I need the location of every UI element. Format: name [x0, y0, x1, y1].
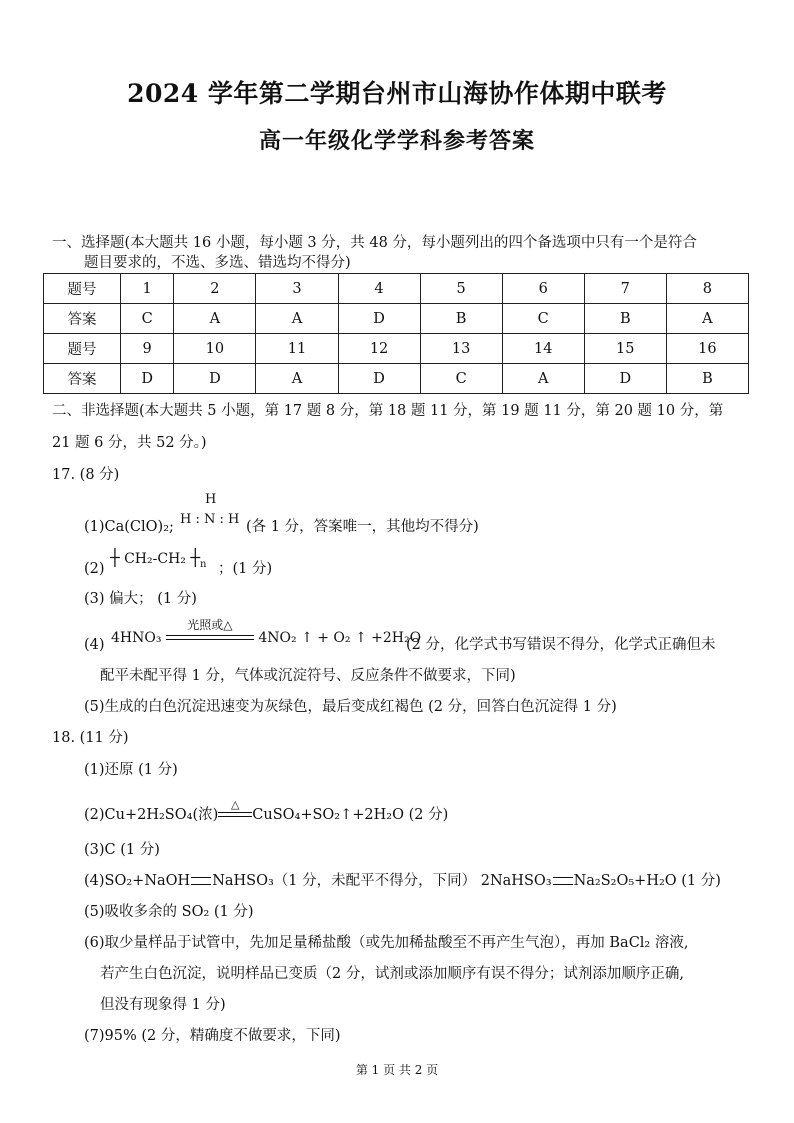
table-cell: C — [502, 304, 584, 334]
equation-left: 4HNO₃ — [111, 630, 162, 646]
table-cell: 14 — [502, 334, 584, 364]
heating-condition: △ — [231, 798, 240, 811]
polymer-unit: CH₂-CH₂ — [124, 551, 186, 567]
table-cell: 15 — [584, 334, 666, 364]
q18-part6-line2: 若产生白色沉淀，说明样品已变质（2 分，试剂或添加顺序有误不得分；试剂添加顺序正确, — [100, 966, 684, 982]
equals-icon — [191, 877, 211, 885]
q17-part2-note: ；(1 分) — [218, 561, 273, 577]
table-row — [44, 334, 749, 364]
q18-part2 — [84, 798, 449, 824]
q17-part3: (3) 偏大； (1 分) — [84, 591, 197, 607]
table-cell: B — [420, 304, 502, 334]
section2-intro-line1: 二、非选择题(本大题共 5 小题，第 17 题 8 分，第 18 题 11 分，第 19 题 11 分，第 20 题 10 分，第 — [52, 403, 724, 419]
table-cell: B — [584, 304, 666, 334]
table-cell: 11 — [256, 334, 338, 364]
table-cell: A — [174, 304, 256, 334]
page-subtitle: 高一年级化学学科参考答案 — [258, 128, 535, 154]
reaction-condition: 光照或△ — [187, 618, 233, 632]
table-cell: 1 — [121, 274, 174, 304]
q18-heading: 18. (11 分) — [52, 730, 129, 746]
q18-part1: (1)还原 (1 分) — [84, 762, 178, 778]
table-cell: D — [174, 364, 256, 394]
q17-part1-note: (各 1 分，答案唯一，其他均不得分) — [246, 519, 479, 535]
equation-right: 4NO₂ ↑ + O₂ ↑ +2H₂O — [258, 630, 422, 646]
table-cell: 9 — [121, 334, 174, 364]
q17-part4-note2: 配平未配平得 1 分，气体或沉淀符号、反应条件不做要求，下同) — [100, 668, 516, 684]
q17-part4-prefix: (4) — [84, 637, 105, 653]
table-cell: 7 — [584, 274, 666, 304]
q18-part7: (7)95% (2 分，精确度不做要求，下同) — [84, 1028, 341, 1044]
table-cell: A — [502, 364, 584, 394]
section1-intro-line2: 题目要求的，不选、多选、错选均不得分) — [84, 255, 351, 271]
q18-part2-left: (2)Cu+2H₂SO₄(浓) — [84, 807, 219, 823]
table-cell: 13 — [420, 334, 502, 364]
table-row — [44, 364, 749, 394]
q17-part5: (5)生成的白色沉淀迅速变为灰绿色，最后变成红褐色 (2 分，回答白色沉淀得 1 分) — [84, 699, 617, 715]
table-cell: 8 — [666, 274, 748, 304]
q18-part4-b: NaHSO₃（1 分，未配平不得分，下同） 2NaHSO₃ — [212, 873, 552, 889]
q17-part2-prefix: (2) — [84, 561, 105, 577]
q18-part6-line3: 但没有现象得 1 分) — [100, 997, 226, 1013]
q18-part4-c: Na₂S₂O₅+H₂O (1 分) — [573, 873, 721, 889]
table-cell: 10 — [174, 334, 256, 364]
page-title: 2024 学年第二学期台州市山海协作体期中联考 — [127, 79, 667, 108]
table-cell: D — [584, 364, 666, 394]
heating-arrow-icon — [218, 798, 252, 820]
table-cell: 2 — [174, 274, 256, 304]
table-row — [44, 304, 749, 334]
table-cell: A — [256, 364, 338, 394]
table-cell: 16 — [666, 334, 748, 364]
table-cell: C — [420, 364, 502, 394]
table-cell: A — [666, 304, 748, 334]
bracket-right-icon: ┼ — [190, 548, 200, 567]
table-cell: 5 — [420, 274, 502, 304]
reaction-arrow-icon — [166, 618, 254, 643]
page-footer: 第 1 页 共 2 页 — [355, 1063, 439, 1077]
table-cell: 12 — [338, 334, 420, 364]
q18-part4 — [84, 872, 721, 890]
polyethylene-formula — [110, 548, 206, 570]
table-cell: B — [666, 364, 748, 394]
nitric-acid-equation — [111, 618, 422, 646]
table-cell: D — [121, 364, 174, 394]
bracket-left-icon: ┼ — [110, 548, 120, 567]
table-cell-label: 题号 — [44, 274, 121, 304]
ammonia-struct-top: H — [205, 492, 217, 507]
table-cell-label: 题号 — [44, 334, 121, 364]
section1-intro-line1: 一、选择题(本大题共 16 小题，每小题 3 分，共 48 分，每小题列出的四个备选项中只有一个是符合 — [52, 235, 697, 251]
q18-part2-right: CuSO₄+SO₂↑+2H₂O (2 分) — [252, 807, 449, 823]
equals-icon — [553, 877, 573, 885]
q18-part3: (3)C (1 分) — [84, 842, 160, 858]
q18-part6-line1: (6)取少量样品于试管中，先加足量稀盐酸（或先加稀盐酸至不再产生气泡），再加 BaCl₂ 溶液, — [84, 935, 689, 951]
table-cell: C — [121, 304, 174, 334]
q18-part5: (5)吸收多余的 SO₂ (1 分) — [84, 904, 254, 920]
table-cell-label: 答案 — [44, 304, 121, 334]
q17-part4-note: (2 分，化学式书写错误不得分，化学式正确但未 — [406, 637, 716, 653]
table-cell: D — [338, 364, 420, 394]
q18-part4-a: (4)SO₂+NaOH — [84, 873, 191, 889]
q17-part1-prefix: (1)Ca(ClO)₂; — [84, 519, 174, 535]
ammonia-struct-mid: H : N : H — [180, 512, 240, 527]
table-cell: 3 — [256, 274, 338, 304]
table-cell: 6 — [502, 274, 584, 304]
table-cell: D — [338, 304, 420, 334]
polymer-n: n — [199, 558, 207, 570]
table-cell: A — [256, 304, 338, 334]
q17-heading: 17. (8 分) — [52, 467, 120, 483]
table-row — [44, 274, 749, 304]
section2-intro-line2: 21 题 6 分，共 52 分。) — [52, 435, 207, 451]
table-cell-label: 答案 — [44, 364, 121, 394]
table-cell: 4 — [338, 274, 420, 304]
answer-table — [43, 273, 749, 394]
